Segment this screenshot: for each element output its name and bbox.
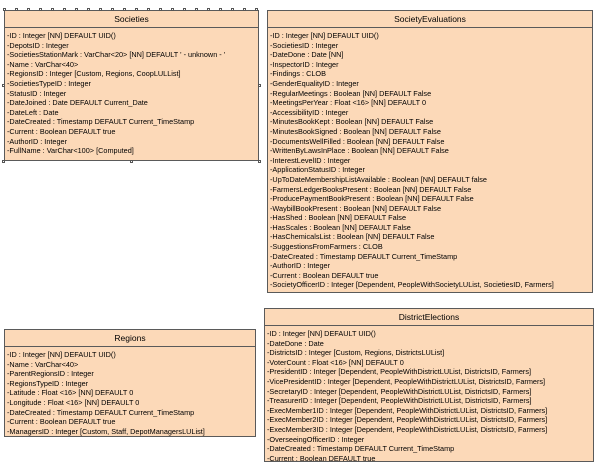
entity-field: -SocietyOfficerID : Integer [Dependent, PeopleWithSocietyLUList, SocietiesID, Farmers] [270,280,554,290]
entity-field: -MinutesBookSigned : Boolean [NN] DEFAULT False [270,126,441,136]
entity-field: -Latitude : Float <16> [NN] DEFAULT 0 [7,388,134,398]
entity-field: -VicePresidentID : Integer [Dependent, PeopleWithDistrictLUList, DistrictsID, Farmers] [267,376,546,386]
entity-title: Societies [5,11,258,28]
resize-handle[interactable] [27,8,30,11]
resize-handle[interactable] [99,8,102,11]
entity-title: SocietyEvaluations [268,11,592,28]
resize-handle[interactable] [51,8,54,11]
entity-field: -ID : Integer [NN] DEFAULT UID() [7,31,116,40]
entity-field: -DistrictsID : Integer [Custom, Regions, DistrictsLUList] [267,348,445,358]
resize-handle[interactable] [258,160,261,163]
resize-handle[interactable] [2,84,5,87]
resize-handle[interactable] [39,8,42,11]
resize-handle[interactable] [87,8,90,11]
field-list [5,28,258,156]
entity-field: -HasChemicalsList : Boolean [NN] DEFAULT False [270,232,435,242]
resize-handle[interactable] [135,8,138,11]
entity-field: -ProducePaymentBookPresent : Boolean [NN] DEFAULT False [270,194,474,204]
entity-field: -Current : Boolean DEFAULT true [7,417,116,427]
entity-field: -Longitude : Float <16> [NN] DEFAULT 0 [7,397,140,407]
resize-handle[interactable] [2,160,5,163]
entity-field: -SecretaryID : Integer [Dependent, PeopleWithDistrictLUList, DistrictsID, Farmers] [267,386,532,396]
field-list [265,326,593,463]
entity-field: -OverseeingOfficerID : Integer [267,434,365,444]
resize-handle[interactable] [243,8,246,11]
entity-field: -Name : VarChar<40> [7,359,79,369]
resize-handle[interactable] [147,8,150,11]
entity-field: -DepotsID : Integer [7,40,69,50]
entity-field: -RegionsTypeID : Integer [7,378,89,388]
entity-field: -ParentRegionsID : Integer [7,369,94,379]
entity-field: -SocietiesTypeID : Integer [7,78,91,88]
resize-handle[interactable] [3,8,6,11]
entity-field: -RegularMeetings : Boolean [NN] DEFAULT False [270,88,432,98]
entity-field: -AuthorID : Integer [270,261,331,271]
entity-field: -HasScales : Boolean [NN] DEFAULT False [270,222,411,232]
entity-field: -ID : Integer [NN] DEFAULT UID() [7,350,116,359]
entity-field: -PresidentID : Integer [Dependent, PeopleWithDistrictLUList, DistrictsID, Farmers] [267,367,531,377]
resize-handle[interactable] [255,8,258,11]
entity-field: -MeetingsPerYear : Float <16> [NN] DEFAULT 0 [270,98,427,108]
entity-field: -ApplicationStatusID : Integer [270,165,365,175]
entity-title: Regions [5,330,255,347]
entity-field: -Current : Boolean DEFAULT true [7,126,116,136]
resize-handle[interactable] [231,8,234,11]
entity-field: -ExecMember2ID : Integer [Dependent, PeopleWithDistrictLUList, DistrictsID, Farmers] [267,415,548,425]
resize-handle[interactable] [219,8,222,11]
entity-field: -ID : Integer [NN] DEFAULT UID() [267,329,376,338]
entity-field: -Findings : CLOB [270,69,326,79]
resize-handle[interactable] [15,8,18,11]
field-list [5,347,255,436]
resize-handle[interactable] [183,8,186,11]
entity-field: -DateCreated : Timestamp DEFAULT Current_TimeStamp [7,117,195,127]
entity-field: -UpToDateMembershipListAvailable : Boolean [NN] DEFAULT false [270,174,487,184]
entity-field: -AuthorID : Integer [7,136,68,146]
entity-field: -DateDone : Date [NN] [270,50,344,60]
entity-field: -VoterCount : Float <16> [NN] DEFAULT 0 [267,357,404,367]
entity-field: -InterestLevelID : Integer [270,155,351,165]
entity-field: -TreasurerID : Integer [Dependent, PeopleWithDistrictLUList, DistrictsID, Farmers] [267,396,532,406]
entity-societies[interactable] [4,10,259,161]
entity-field: -DateCreated : Timestamp DEFAULT Current_TimeStamp [267,444,455,454]
entity-field: -SocietiesStationMark : VarChar<20> [NN] DEFAULT ' - unknown - ' [7,50,226,60]
resize-handle[interactable] [63,8,66,11]
resize-handle[interactable] [171,8,174,11]
resize-handle[interactable] [111,8,114,11]
resize-handle[interactable] [123,8,126,11]
entity-field: -MinutesBookKept : Boolean [NN] DEFAULT False [270,117,434,127]
field-list [268,28,592,290]
entity-regions[interactable] [4,329,256,437]
entity-field: -DateDone : Date [267,338,324,348]
entity-field: -GenderEqualityID : Integer [270,78,359,88]
entity-field: -DateLeft : Date [7,107,59,117]
entity-field: -WrittenByLawsInPlace : Boolean [NN] DEFAULT False [270,146,449,156]
entity-field: -ManagersID : Integer [Custom, Staff, DepotManagersLUList] [7,426,205,436]
entity-field: -DateCreated : Timestamp DEFAULT Current_TimeStamp [270,251,458,261]
entity-society-evaluations[interactable] [267,10,593,293]
entity-field: -DateJoined : Date DEFAULT Current_Date [7,98,148,108]
entity-title: DistrictElections [265,309,593,326]
entity-field: -FullName : VarChar<100> [Computed] [7,146,134,156]
resize-handle[interactable] [207,8,210,11]
entity-district-elections[interactable] [264,308,594,462]
entity-field: -StatusID : Integer [7,88,67,98]
entity-field: -Name : VarChar<40> [7,59,79,69]
entity-field: -ExecMember1ID : Integer [Dependent, PeopleWithDistrictLUList, DistrictsID, Farmers] [267,405,548,415]
entity-field: -Current : Boolean DEFAULT true [270,270,379,280]
entity-field: -DateCreated : Timestamp DEFAULT Current_TimeStamp [7,407,195,417]
entity-field: -InspectorID : Integer [270,59,339,69]
entity-field: -HasShed : Boolean [NN] DEFAULT False [270,213,406,223]
entity-field: -ExecMember3ID : Integer [Dependent, PeopleWithDistrictLUList, DistrictsID, Farmers] [267,424,548,434]
entity-field: -WaybillBookPresent : Boolean [NN] DEFAULT False [270,203,442,213]
resize-handle[interactable] [75,8,78,11]
resize-handle[interactable] [195,8,198,11]
resize-handle[interactable] [130,160,133,163]
resize-handle[interactable] [159,8,162,11]
entity-field: -SocietiesID : Integer [270,40,339,50]
entity-field: -FarmersLedgerBooksPresent : Boolean [NN] DEFAULT False [270,184,472,194]
entity-field: -SuggestionsFromFarmers : CLOB [270,242,383,252]
entity-field: -AccessibilityID : Integer [270,107,349,117]
entity-field: -ID : Integer [NN] DEFAULT UID() [270,31,379,40]
entity-field: -DocumentsWellFilled : Boolean [NN] DEFAULT False [270,136,445,146]
resize-handle[interactable] [258,84,261,87]
entity-field: -RegionsID : Integer [Custom, Regions, CoopLULList] [7,69,181,79]
entity-field: -Current : Boolean DEFAULT true [267,453,376,463]
